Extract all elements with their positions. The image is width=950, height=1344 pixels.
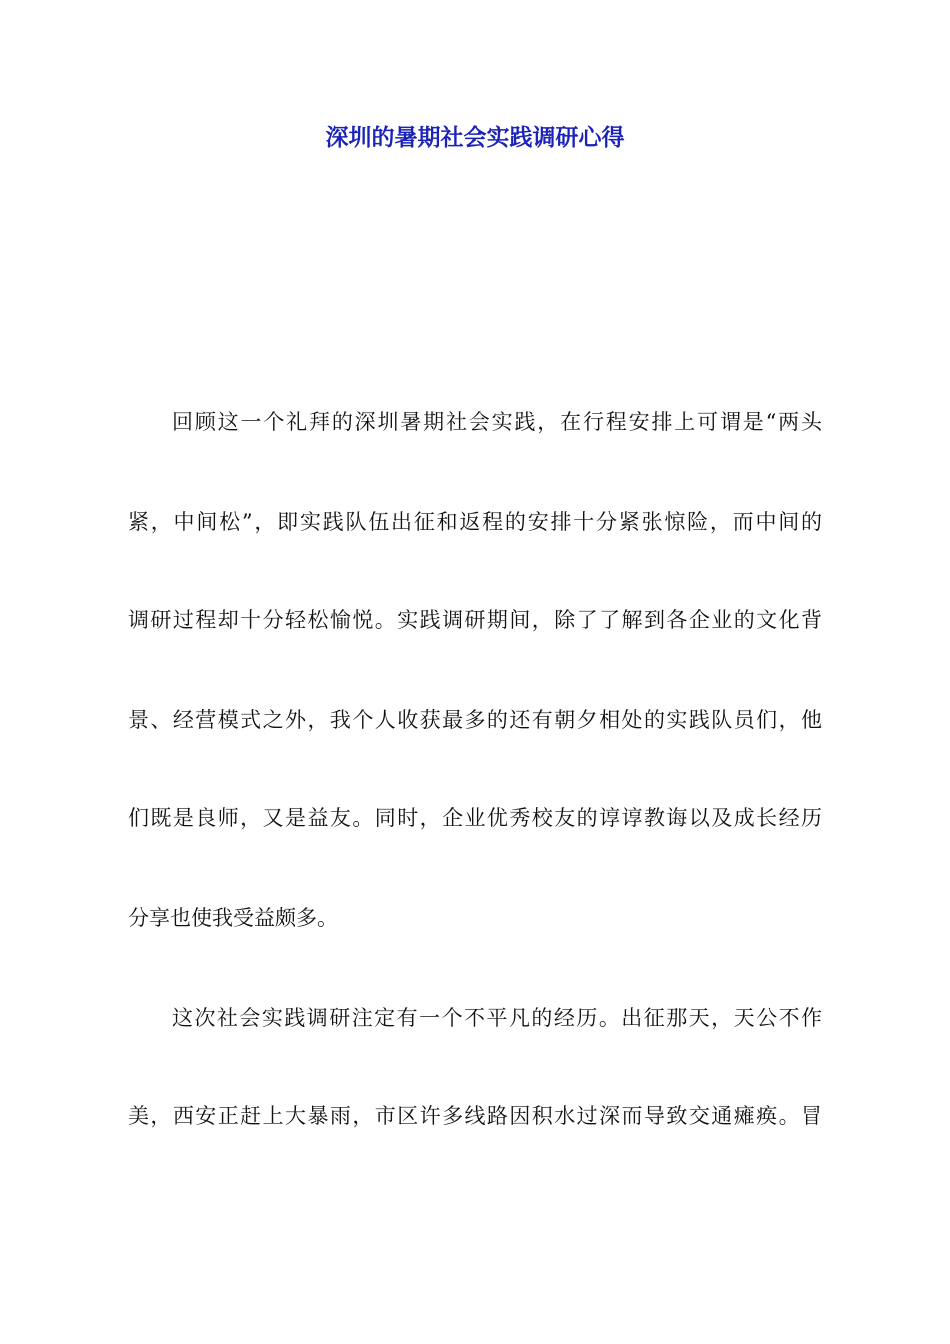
paragraph-line: 调研过程却十分轻松愉悦。实践调研期间，除了了解到各企业的文化背 <box>128 608 822 632</box>
paragraph-line: 这次社会实践调研注定有一个不平凡的经历。出征那天，天公不作 <box>172 1006 822 1030</box>
paragraph-line: 紧，中间松”，即实践队伍出征和返程的安排十分紧张惊险，而中间的 <box>128 510 822 534</box>
document-title: 深圳的暑期社会实践调研心得 <box>325 125 625 151</box>
paragraph-line: 景、经营模式之外，我个人收获最多的还有朝夕相处的实践队员们，他 <box>128 708 822 732</box>
paragraph-line: 们既是良师，又是益友。同时，企业优秀校友的谆谆教诲以及成长经历 <box>128 806 822 830</box>
paragraph-line: 分享也使我受益颇多。 <box>128 906 338 930</box>
paragraph-line: 美，西安正赶上大暴雨，市区许多线路因积水过深而导致交通瘫痪。冒 <box>128 1104 822 1128</box>
paragraph-line: 回顾这一个礼拜的深圳暑期社会实践，在行程安排上可谓是“两头 <box>172 410 822 434</box>
